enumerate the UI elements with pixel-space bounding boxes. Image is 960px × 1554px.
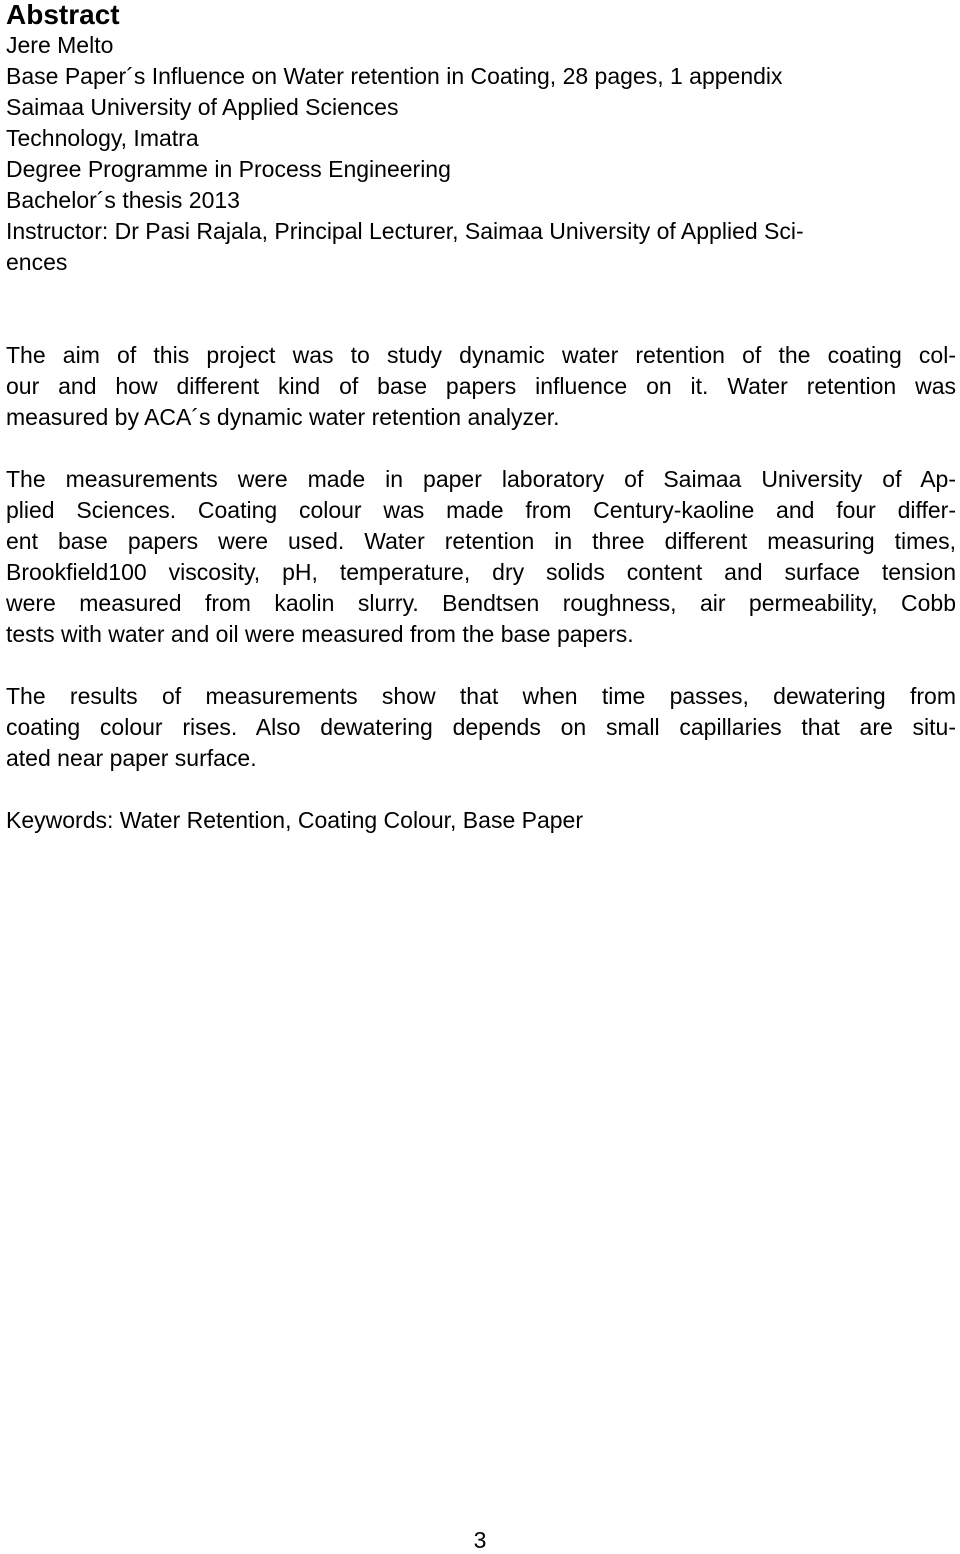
keywords-line: Keywords: Water Retention, Coating Colour, Base Paper — [6, 807, 583, 833]
degree-programme: Degree Programme in Process Engineering — [6, 156, 451, 182]
results-paragraph — [6, 681, 956, 774]
paragraph-line: ated near paper surface. — [6, 745, 257, 771]
instructor-line: Instructor: Dr Pasi Rajala, Principal Lecturer, Saimaa University of Applied Sci- — [6, 218, 804, 244]
paragraph-line: our and how different kind of base papers influence on it. Water retention was — [6, 373, 956, 399]
paragraph-line: The aim of this project was to study dynamic water retention of the coating col- — [6, 342, 956, 368]
document-page — [6, 0, 956, 836]
paragraph-line: measured by ACA´s dynamic water retention analyzer. — [6, 404, 560, 430]
thesis-title-line: Base Paper´s Influence on Water retention in Coating, 28 pages, 1 appendix — [6, 63, 783, 89]
paragraph-line: tests with water and oil were measured from the base papers. — [6, 621, 634, 647]
paragraph-line: were measured from kaolin slurry. Bendtsen roughness, air permeability, Cobb — [6, 590, 956, 616]
paragraph-line: The measurements were made in paper laboratory of Saimaa University of Ap- — [6, 466, 956, 492]
paragraph-line: The results of measurements show that when time passes, dewatering from — [6, 683, 956, 709]
paragraph-line: Brookfield100 viscosity, pH, temperature, dry solids content and surface tension — [6, 559, 956, 585]
thesis-type-year: Bachelor´s thesis 2013 — [6, 187, 240, 213]
page-number: 3 — [473, 1527, 487, 1553]
paragraph-line: ent base papers were used. Water retention in three different measuring times, — [6, 528, 956, 554]
paragraph-line: coating colour rises. Also dewatering depends on small capillaries that are situ- — [6, 714, 956, 740]
paragraph-line: plied Sciences. Coating colour was made from Century-kaoline and four differ- — [6, 497, 956, 523]
unit-location: Technology, Imatra — [6, 125, 199, 151]
university-name: Saimaa University of Applied Sciences — [6, 94, 399, 120]
abstract-heading: Abstract — [6, 0, 120, 30]
measurements-paragraph — [6, 464, 956, 650]
instructor-line-continued: ences — [6, 249, 68, 275]
thesis-metadata — [6, 30, 956, 278]
aim-paragraph — [6, 340, 956, 433]
author-name: Jere Melto — [6, 32, 114, 58]
